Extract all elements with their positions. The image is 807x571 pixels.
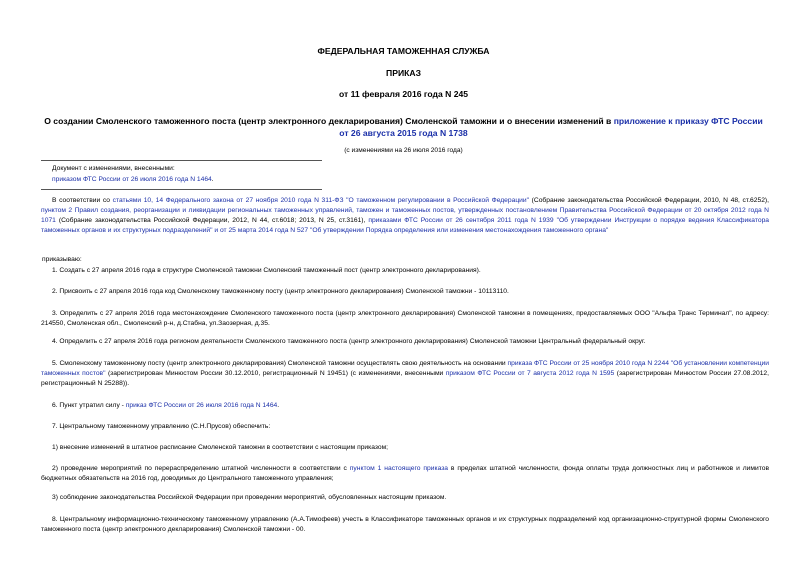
title-text: О создании Смоленского таможенного поста (центр электронного декларирования) Смоленской таможни и о внесении изменений в [44,116,614,126]
amendment-order-link[interactable]: приказом ФТС России от 7 августа 2012 года N 1595 [445,370,615,377]
bottom-divider [41,189,322,190]
item-7-1: 1) внесение изменений в штатное расписание Смоленской таможни в соответствии с настоящим приказом; [52,444,389,451]
doc-type-heading: ПРИКАЗ [386,68,421,78]
item-3: 3. Определить с 27 апреля 2016 года местонахождение Смоленского таможенного поста (центр электронного декларирования) Смоленской таможни в помещениях, предоставляемых ООО "Альфа Транс Терминал", по адресу: 214550, Смоленская обл., Смоленский р-н, д.Стабна, ул.Заозерная, д.35. [41,310,769,327]
date-number-heading: от 11 февраля 2016 года N 245 [338,89,469,99]
item-8: 8. Центральному информационно-техническому таможенному управлению (А.А.Тимофеев) учесть в Классификаторе таможенных органов и их структурных подразделений код организационно-структурной формы Смоленского таможенного поста (центр электронного декларирования) Смоленской таможни - 00. [41,516,769,533]
top-divider [41,160,322,161]
changes-intro: Документ с изменениями, внесенными: [52,165,175,172]
preamble-paragraph: В соответствии со статьями 10, 14 Федерального закона от 27 ноября 2010 года N 311-ФЗ "О таможенном регулировании в Российской Федерации" (Собрание законодательства Российской Федерации, 2010, N 48, ст.6252), пунктом 2 Правил создания, реорганизации и ликвидации региональных таможенных управлений, таможен и таможенных постов, утвержденных постановлением Правительства Российской Федерации от 20 октября 2012 года N 1071 (Собрание законодательства Российской Федерации, 2012, N 44, ст.6018; 2013, N 25, ст.3161), приказами ФТС России от 26 сентября 2011 года N 1939 "Об утверждении Инструкции о порядке ведения Классификатора таможенных органов и их структурных подразделений" и от 25 марта 2014 года N 527 "Об утверждении Порядка определения или изменения местонахождения таможенного органа" [41,197,770,234]
document-title [40,115,767,139]
law-link[interactable]: статьями 10, 14 Федерального закона от 27 ноября 2010 года N 311-ФЗ "О таможенном регулировании в Российской Федерации" [112,197,530,204]
title-link[interactable]: приложение к приказу ФТС России от 26 августа 2015 года N 1738 [339,116,763,138]
orders-link[interactable]: приказами ФТС России от 26 сентября 2011 года N 1939 "Об утверждении Инструкции о порядке ведения Классификатора таможенных органов и их структурных подразделений" и от 25 марта 2014 года N 527 "Об утверждении Порядка определения или изменения местонахождения таможенного органа" [41,217,770,234]
item-7-3: 3) соблюдение законодательства Российской Федерации при проведении мероприятий, обусловленных настоящим приказом. [52,494,447,501]
order-word: приказываю: [42,256,82,263]
item-5: 5. Смоленскому таможенному посту (центр электронного декларирования) Смоленской таможни осуществлять свою деятельность на основании приказа ФТС России от 25 ноября 2010 года N 2244 "Об установлении компетенции таможенных постов" (зарегистрирован Минюстом России 30.12.2010, регистрационный N 19451) (с изменениями, внесенными приказом ФТС России от 7 августа 2012 года N 1595 (зарегистрирован Минюстом России 27.08.2012, регистрационный N 25288)). [41,360,770,387]
changes-link[interactable]: приказом ФТС России от 26 июля 2016 года N 1464 [52,176,212,183]
competence-order-link[interactable]: приказа ФТС России от 25 ноября 2010 года N 2244 "Об установлении компетенции таможенных постов" [41,360,770,377]
agency-heading: ФЕДЕРАЛЬНАЯ ТАМОЖЕННАЯ СЛУЖБА [317,46,490,56]
item-7: 7. Центральному таможенному управлению (С.Н.Прусов) обеспечить: [52,423,271,430]
rules-link[interactable]: пунктом 2 Правил создания, реорганизации и ликвидации региональных таможенных управлений, таможен и таможенных постов, утвержденных постановлением Правительства Российской Федерации от 20 октября 2012 года N 1071 [41,207,769,224]
changes-link-line: приказом ФТС России от 26 июля 2016 года N 1464. [52,176,214,183]
item-7-2: 2) проведение мероприятий по перераспределению штатной численности в соответствии с пунктом 1 настоящего приказа в пределах штатной численности, фонда оплаты труда должностных лиц и работников и лимитов бюджетных обязательств на 2016 год, доводимых до Центрального таможенного управления; [41,465,770,482]
revision-note: (с изменениями на 26 июля 2016 года) [344,147,463,154]
repeal-order-link[interactable]: приказ ФТС России от 26 июля 2016 года N 1464 [125,402,278,409]
item-4: 4. Определить с 27 апреля 2016 года регионом деятельности Смоленского таможенного поста (центр электронного декларирования) Смоленской таможни Центральный федеральный округ. [52,338,646,345]
item-6: 6. Пункт утратил силу - приказ ФТС России от 26 июля 2016 года N 1464. [52,402,280,409]
item-2: 2. Присвоить с 27 апреля 2016 года код Смоленскому таможенному посту (центр электронного декларирования) Смоленской таможни - 10113110. [52,288,509,295]
item-1: 1. Создать с 27 апреля 2016 года в структуре Смоленской таможни Смоленский таможенный пост (центр электронного декларирования). [52,267,481,274]
item-1-link[interactable]: пунктом 1 настоящего приказа [349,465,449,472]
